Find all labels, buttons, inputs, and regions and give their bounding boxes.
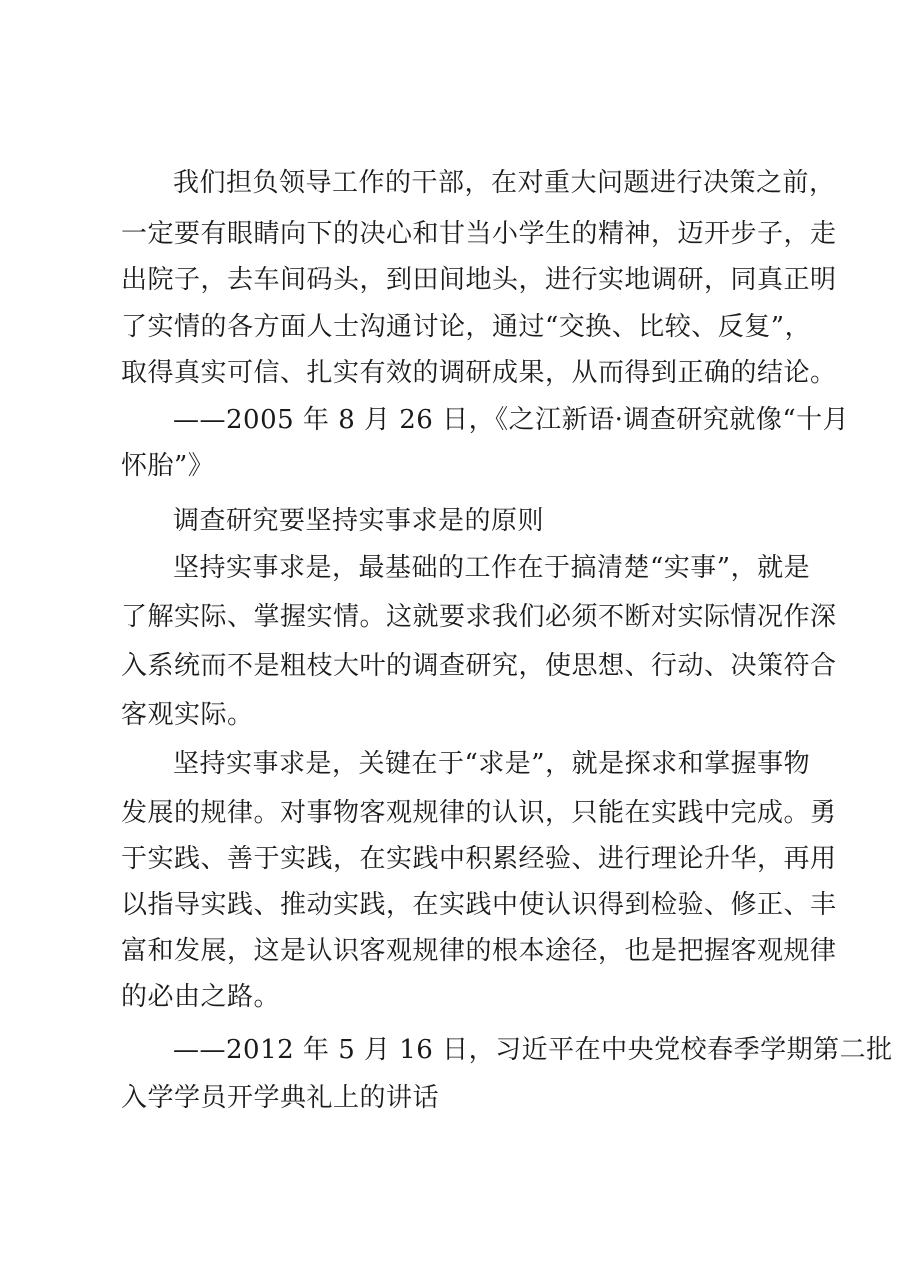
citation-1-line-1: ——2005 年 8 月 26 日，《之江新语·调查研究就像“十月: [173, 405, 850, 435]
paragraph-3-line-5: 富和发展，这是认识客观规律的根本途径，也是把握客观规律: [121, 936, 837, 966]
paragraph-1-line-5: 取得真实可信、扎实有效的调研成果，从而得到正确的结论。: [121, 358, 837, 388]
paragraph-2-line-4: 客观实际。: [121, 700, 254, 730]
section-heading: 调查研究要坚持实事求是的原则: [173, 506, 545, 536]
paragraph-3-line-4: 以指导实践、推动实践，在实践中使认识得到检验、修正、丰: [121, 890, 837, 920]
citation-1-line-2: 怀胎”》: [121, 451, 215, 481]
paragraph-3-line-1: 坚持实事求是，关键在于“求是”，就是探求和掌握事物: [173, 749, 811, 779]
citation-2-line-2: 入学学员开学典礼上的讲话: [121, 1083, 440, 1113]
paragraph-1-line-4: 了实情的各方面人士沟通讨论，通过“交换、比较、反复”，: [121, 312, 812, 342]
paragraph-2-line-3: 入系统而不是粗枝大叶的调查研究，使思想、行动、决策符合: [121, 651, 837, 681]
paragraph-2-line-2: 了解实际、掌握实情。这就要求我们必须不断对实际情况作深: [121, 602, 837, 632]
paragraph-3-line-2: 发展的规律。对事物客观规律的认识，只能在实践中完成。勇: [121, 798, 837, 828]
paragraph-2-line-1: 坚持实事求是，最基础的工作在于搞清楚“实事”，就是: [173, 553, 811, 583]
paragraph-1-line-3: 出院子，去车间码头，到田间地头，进行实地调研，同真正明: [121, 265, 837, 295]
citation-2-line-1: ——2012 年 5 月 16 日，习近平在中央党校春季学期第二批: [173, 1035, 893, 1065]
paragraph-1-line-2: 一定要有眼睛向下的决心和甘当小学生的精神，迈开步子，走: [121, 219, 837, 249]
paragraph-3-line-6: 的必由之路。: [121, 982, 281, 1012]
paragraph-1-line-1: 我们担负领导工作的干部，在对重大问题进行决策之前，: [173, 168, 836, 198]
paragraph-3-line-3: 于实践、善于实践，在实践中积累经验、进行理论升华，再用: [121, 844, 837, 874]
